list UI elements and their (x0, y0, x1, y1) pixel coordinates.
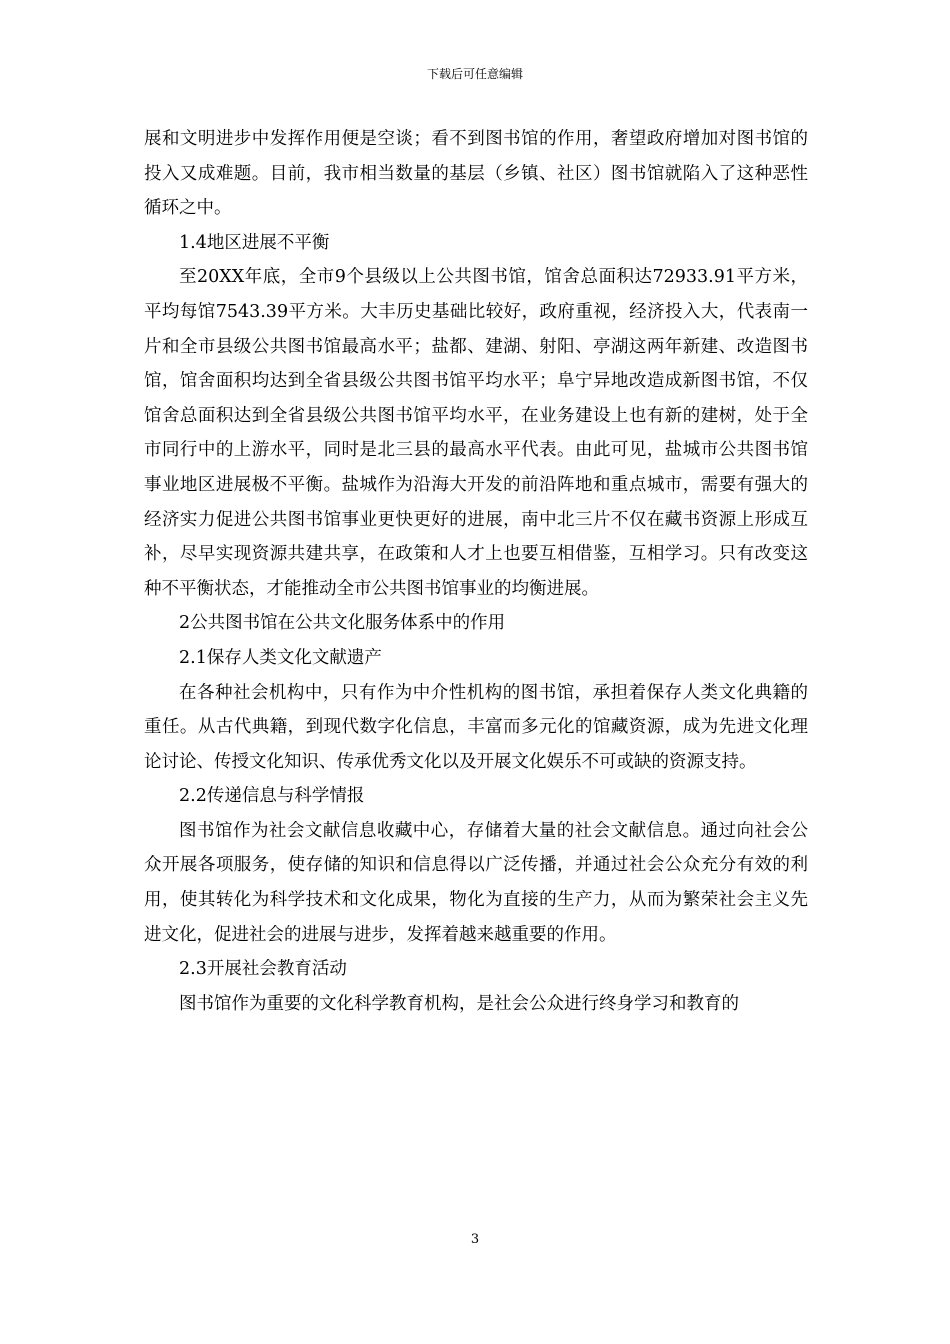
page-header: 下载后可任意编辑 (426, 67, 523, 81)
section-heading-2-2: 2.2传递信息与科学情报 (179, 786, 365, 807)
section-heading-1-4: 1.4地区进展不平衡 (179, 232, 330, 253)
paragraph-regional-development: 至20XX年底，全市9个县级以上公共图书馆，馆舍总面积达72933.91平方米，平均每馆7543.39平方米。大丰历史基础比较好，政府重视，经济投入大，代表南一片和全市县级公共图书馆最高水平；盐都、建湖、射阳、亭湖这两年新建、改造图书馆，馆舍面积均达到全省县级公共图书馆平均水平；阜宁异地改造成新图书馆，不仅馆舍总面积达到全省县级公共图书馆平均水平，在业务建设上也有新的建树，处于全市同行中的上游水平，同时是北三县的最高水平代表。由此可见，盐城市公共图书馆事业地区进展极不平衡。盐城作为沿海大开发的前沿阵地和重点城市，需要有强大的经济实力促进公共图书馆事业更快更好的进展，南中北三片不仅在藏书资源上形成互补，尽早实现资源共建共享，在政策和人才上也要互相借鉴，互相学习。只有改变这种不平衡状态，才能推动全市公共图书馆事业的均衡进展。 (144, 267, 808, 599)
paragraph-information-transfer: 图书馆作为社会文献信息收藏中心，存储着大量的社会文献信息。通过向社会公众开展各项服务，使存储的知识和信息得以广泛传播，并通过社会公众充分有效的利用，使其转化为科学技术和文化成果，物化为直接的生产力，从而为繁荣社会主义先进文化，促进社会的进展与进步，发挥着越来越重要的作用。 (144, 820, 808, 945)
section-heading-2-3: 2.3开展社会教育活动 (179, 959, 347, 980)
section-heading-2: 2公共图书馆在公共文化服务体系中的作用 (179, 613, 506, 634)
paragraph-preserve-heritage: 在各种社会机构中，只有作为中介性机构的图书馆，承担着保存人类文化典籍的重任。从古代典籍，到现代数字化信息，丰富而多元化的馆藏资源，成为先进文化理论讨论、传授文化知识、传承优秀文化以及开展文化娱乐不可或缺的资源支持。 (144, 682, 808, 772)
section-heading-2-1: 2.1保存人类文化文献遗产 (179, 647, 382, 668)
document-body (144, 122, 808, 1021)
paragraph-social-education: 图书馆作为重要的文化科学教育机构，是社会公众进行终身学习和教育的 (179, 993, 739, 1014)
page-number: 3 (470, 1232, 480, 1247)
paragraph-continuation: 展和文明进步中发挥作用便是空谈；看不到图书馆的作用，奢望政府增加对图书馆的投入又成难题。目前，我市相当数量的基层（乡镇、社区）图书馆就陷入了这种恶性循环之中。 (144, 129, 808, 219)
